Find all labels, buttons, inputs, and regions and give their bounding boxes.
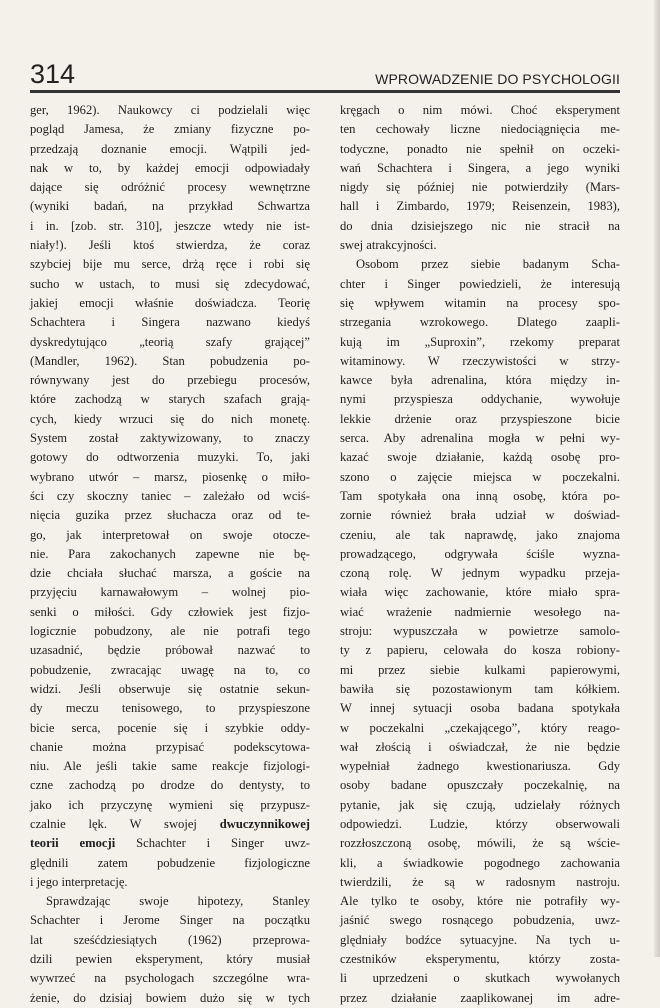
text-run: szono o zajęcie miejsca w poczekalni. [340,469,620,484]
text-run: lat sześćdziesiątych (1962) przeprowa- [30,932,310,947]
bold-term: dwuczynnikowej [219,816,310,831]
text-run: kli, a świadkowie pogodnego zachowania [340,855,620,870]
text-run: które zachodzą w starych szafach grają- [30,392,310,407]
text-run: ty z papieru, celowała do kosza robiony- [340,643,620,658]
text-line [30,583,310,602]
text-run: wybrano utwór – marsz, piosenkę o miło- [30,469,310,484]
text-line [30,390,310,409]
text-line [340,236,620,255]
text-column-left [30,101,310,1008]
text-run: swej atrakcyjności. [340,238,437,253]
text-run: żenie, do dzisiaj bowiem dużo się w tych [30,990,310,1005]
text-run: nie. Para zakochanych zapewne nie bę- [30,546,310,561]
text-line [340,911,620,930]
text-line [30,352,310,371]
text-line [340,545,620,564]
text-line [340,178,620,197]
text-run: odpowiedzi. Ludzie, którzy obserwowali [340,816,620,831]
page-edge-shadow [654,0,660,957]
text-line [30,468,310,487]
text-run: czalnie lęk. W swojej [30,816,220,831]
text-line [340,854,620,873]
text-line [30,854,310,873]
text-line [340,140,620,159]
text-line [30,197,310,216]
text-run: niu. Ale jeśli takie same reakcje fizjologi- [30,759,310,774]
text-line [340,217,620,236]
text-line [340,313,620,332]
text-line [340,661,620,680]
text-run: nak w to, by każdej emocji odpowiadały [30,160,310,175]
text-run: kują im „Suproxin”, rzekomy preparat [340,334,620,349]
text-run: Ale tylko te osoby, które nie potrafiły wy- [340,894,620,909]
text-line [340,757,620,776]
page-header [30,58,620,93]
text-run: ględniały bodźce sytuacyjne. Na tych u- [340,932,620,947]
text-run: bicie serca, pocenie się i szybkie oddy- [30,720,310,735]
text-run: dzie chciała słuchać marsza, a goście na [30,566,310,581]
text-run: wiać wrażenie nadmiernie wesołego na- [340,604,620,619]
text-line [340,564,620,583]
page-number: 314 [30,59,76,89]
text-line [30,429,310,448]
text-line [30,410,310,429]
text-line [340,641,620,660]
text-run: ględnili zatem pobudzenie fizjologiczne [30,855,310,870]
text-line [30,255,310,274]
text-line [340,448,620,467]
text-run: zornie również brała udział w doświad- [340,508,620,523]
text-run: bawiła się pozostawionym tam kółkiem. [340,681,620,696]
text-run: kazać swoje działanie, każdą osobę pro- [340,450,620,465]
text-run: (Mandler, 1962). Stan pobudzenia po- [30,353,310,368]
text-run: wiała więc zachowanie, które miało spra- [340,585,620,600]
text-run: dające się odróżnić procesy wewnętrzne [30,180,310,195]
text-line [340,719,620,738]
text-line [340,468,620,487]
text-line [30,159,310,178]
text-run: logicznie pobudzony, ale nie potrafi tego [30,624,310,639]
text-line [30,564,310,583]
text-run: Schachtera i Singera nazwano kiedyś [30,315,310,330]
text-line [30,969,310,988]
text-line [340,776,620,795]
text-run: czestników eksperymentu, którzy zosta- [340,952,620,967]
text-run: jako ich przyczynę wymieni się przypusz- [30,797,310,812]
text-line [340,197,620,216]
text-line [30,815,310,834]
text-run: przyjęciu karnawałowym – wolnej pio- [30,585,310,600]
text-run: Schachter i Jerome Singer na początku [30,913,310,928]
text-run: senki o miłości. Gdy człowiek jest fizjo- [30,604,310,619]
text-line [340,371,620,390]
text-run: kawce była adrenalina, która między in- [340,373,620,388]
text-run: Tam spotykała ona inną osobę, która po- [340,488,620,503]
text-run: i in. [zob. str. 310], jeszcze wtedy nie ist- [30,218,310,233]
text-line [30,487,310,506]
text-run: do dnia dzisiejszego nic nie stracił na [340,218,620,233]
text-line [30,641,310,660]
text-line [30,738,310,757]
text-line [340,834,620,853]
text-line [30,506,310,525]
text-run: jakiej emocji właśnie doświadcza. Teorię [30,295,310,310]
text-run: czne zachodzą po drodze do dentysty, to [30,778,310,793]
text-run: pytanie, jak się czują, udzielały różnych [340,797,620,812]
text-run: witaminowy. W rzeczywistości w strzy- [340,353,620,368]
text-column-right [340,101,620,1008]
text-line [340,101,620,120]
text-line [30,873,310,892]
text-run: jaśnić swego rosnącego pobudzenia, uwz- [340,913,620,928]
text-run: twierdzili, że są w radosnym nastroju. [340,874,620,889]
text-run: W innej sytuacji osoba badana spotykała [340,701,620,716]
text-run: Osobom przez siebie badanym Scha- [356,257,620,272]
text-line [30,448,310,467]
text-run: przedzają doznanie emocji. Wątpili jed- [30,141,310,156]
text-line [340,873,620,892]
text-run: pobudzenie, zwracając uwagę na to, co [30,662,310,677]
text-line [340,603,620,622]
text-run: osoby badane opuszczały poczekalnię, na [340,778,620,793]
text-line [340,487,620,506]
text-line [340,680,620,699]
text-line [30,699,310,718]
text-line [340,333,620,352]
text-run: ten cechowały liczne niedociągnięcia me- [340,122,620,137]
text-run: się wpływem witamin na procesy spo- [340,295,620,310]
text-line [30,603,310,622]
text-run: ści czy skoczny taniec – zależało od wciś- [30,488,310,503]
text-line [30,757,310,776]
text-line [30,989,310,1008]
text-run: pogląd Jamesa, że zmiany fizyczne po- [30,122,310,137]
text-run: szybciej bije mu serce, drżą ręce i robi się [30,257,310,272]
text-line [30,217,310,236]
text-line [30,719,310,738]
text-run: li uprzedzeni o skutkach wywołanych [340,971,620,986]
text-line [340,294,620,313]
text-run: cych, kiedy wrzuci się do nich monetę. [30,411,310,426]
text-line [340,390,620,409]
text-line [30,101,310,120]
text-line [340,989,620,1008]
text-run: hall i Zimbardo, 1979; Reisenzein, 1983), [340,199,620,214]
text-run: serca. Aby adrenalina mogła w pełni wy- [340,431,620,446]
text-line [30,526,310,545]
text-line [30,911,310,930]
text-run: gotowy do odtworzenia muzyki. To, jaki [30,450,310,465]
text-run: kręgach o nim mówi. Choć eksperyment [340,103,620,117]
text-line [30,796,310,815]
text-line [30,120,310,139]
text-run: w poczekalni „czekającego”, który reago- [340,720,620,735]
text-line [30,931,310,950]
text-run: widzi. Jeśli obserwuje się ostatnie sekun- [30,681,310,696]
text-line [340,120,620,139]
text-run: chter i Singer powiedzieli, że interesują [340,276,620,291]
text-line [340,931,620,950]
text-line [340,255,620,274]
text-line [30,680,310,699]
text-line [340,622,620,641]
text-run: sucho w ustach, to musi się zdecydować, [30,276,310,291]
text-run: równywany jest do przebiegu procesów, [30,373,310,388]
text-line [340,429,620,448]
text-run: Sprawdzając swoje hipotezy, Stanley [46,894,310,909]
text-run: go, jak interpretował on swoje otocze- [30,527,310,542]
text-run: wał złością i oświadczał, że nie będzie [340,739,620,754]
text-line [30,892,310,911]
text-line [30,140,310,159]
text-line [30,178,310,197]
text-run: System został zaktywizowany, to znaczy [30,431,310,446]
text-run: przez działanie zaaplikowanej im adre- [340,990,620,1005]
text-line [340,352,620,371]
text-line [30,313,310,332]
text-line [340,738,620,757]
text-line [340,159,620,178]
text-line [340,526,620,545]
text-run: i jego interpretację. [30,874,128,889]
text-line [30,661,310,680]
text-run: wywrzeć na psychologach szczególne wra- [30,971,310,986]
text-run: niały!). Jeśli ktoś stwierdza, że coraz [30,238,310,253]
text-line [340,275,620,294]
running-head: WPROWADZENIE DO PSYCHOLOGII [375,71,620,87]
text-run: nigdy się później nie potwierdziły (Mars- [340,180,620,195]
text-run: dy meczu tenisowego, to przyspieszone [30,701,310,716]
text-run: ger, 1962). Naukowcy ci podzielali więc [30,103,310,117]
text-line [30,776,310,795]
text-run: czoną rolę. W jednym wypadku przeja- [340,566,620,581]
text-line [340,796,620,815]
text-run: uzasadnić, będzie próbował nazwać to [30,643,310,658]
text-run: strzegania wzrokowego. Dlatego zaapli- [340,315,620,330]
text-run: dyskredytująco „teorią szafy grającej” [30,334,310,349]
text-run: Schachter i Singer uwz- [115,836,310,851]
text-line [30,275,310,294]
text-run: lekkie drżenie oraz przyspieszone bicie [340,411,620,426]
text-run: (wyniki badań, na przykład Schwartza [30,199,310,214]
text-run: prowadzącego, odgrywała ściśle wyzna- [340,546,620,561]
text-run: stroju: wypuszczała w powietrze samolo- [340,624,620,639]
text-run: rozzłoszczoną osobę, mówili, że są wście- [340,836,620,851]
text-run: wypełniał żadnego kwestionariusza. Gdy [340,759,620,774]
bold-term: teorii emocji [30,836,116,851]
text-run: czeniu, ale tak naprawdę, jako znajoma [340,527,620,542]
text-line [340,699,620,718]
text-run: wań Schachtera i Singera, a jego wyniki [340,160,620,175]
text-line [340,506,620,525]
text-line [30,950,310,969]
text-run: mi przez siebie kulkami papierowymi, [340,662,620,677]
text-run: dzili pewien eksperyment, który musiał [30,952,310,967]
text-line [30,371,310,390]
text-run: nięcia guzika przez słuchacza oraz od te- [30,508,310,523]
text-line [340,950,620,969]
text-run: chanie można przypisać podekscytowa- [30,739,310,754]
text-line [30,545,310,564]
text-line [340,583,620,602]
text-line [30,333,310,352]
text-line [30,622,310,641]
text-run: todyczne, ponadto nie spełnił on oczeki- [340,141,620,156]
text-line [30,294,310,313]
text-run: nymi przyspiesza oddychanie, wywołuje [340,392,620,407]
text-line [30,834,310,853]
text-line [340,892,620,911]
text-line [340,815,620,834]
text-line [340,410,620,429]
text-line [30,236,310,255]
text-line [340,969,620,988]
